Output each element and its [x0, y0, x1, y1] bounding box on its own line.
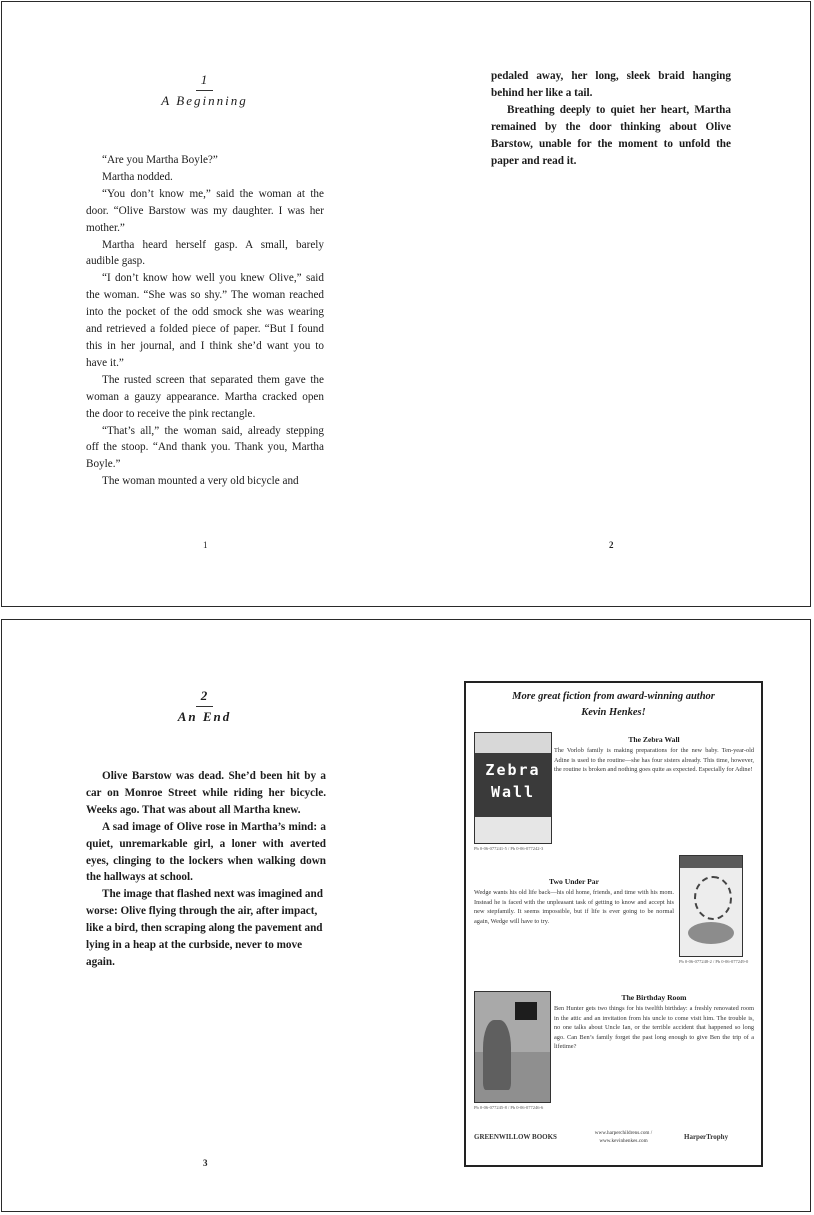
ad-heading-line-1: More great fiction from award-winning author	[512, 691, 715, 702]
cover-green	[688, 922, 734, 944]
paragraph: “That’s all,” the woman said, already stepping off the stoop. “And thank you. Thank you, Martha Boyle.”	[86, 424, 324, 471]
chapter-rule	[196, 90, 213, 91]
birthday-room-description: Ben Hunter gets two things for his twelfth birthday: a freshly renovated room in the attic and an invitation from his uncle to come visit him. The trouble is, no one talks about Uncle Ian, or the terrible accident that happened so long ago. Can Ben’s family forget the past long enough to give Ben the trip of a lifetime?	[554, 1005, 754, 1051]
page-number: 1	[203, 540, 208, 550]
two-under-par-isbn: Pb 0-06-077248-2 / Pb 0-06-077249-0	[679, 959, 749, 964]
ad-heading-line-2: Kevin Henkes!	[581, 707, 646, 718]
paragraph: pedaled away, her long, sleek braid hanging behind her like a tail.	[491, 70, 731, 99]
chapter-title: An End	[177, 709, 232, 724]
cover-figure	[694, 876, 732, 920]
two-under-par-description: Wedge wants his old life back—his old home, friends, and time with his mom. Instead he is faced with the unpleasant task of getting to know and accept his new stepfamily. It seems impossible, but if life is ever going to be normal again, Wedge will have to try.	[474, 889, 674, 925]
page-number: 3	[203, 1158, 208, 1168]
birthday-room-cover	[474, 991, 551, 1103]
page-number: 2	[609, 540, 614, 550]
chapter-rule	[196, 706, 213, 707]
page-1-body	[86, 152, 324, 490]
paragraph: Martha nodded.	[102, 170, 173, 183]
paragraph: “I don’t know how well you knew Olive,” said the woman. “She was so shy.” The woman reached into the pocket of the odd smock she was wearing and retrieved a folded piece of paper. “But I found this in her journal, and I think she’d want you to have it.”	[86, 272, 324, 369]
zebra-wall-isbn: Pb 0-06-077241-5 / Pb 0-06-077242-3	[474, 846, 544, 851]
ad-heading	[466, 689, 761, 721]
page-1	[2, 2, 407, 606]
page-2	[407, 2, 811, 606]
paragraph: The rusted screen that separated them gave the woman a gauzy appearance. Martha cracked open the door to receive the pink rectangle.	[86, 373, 324, 420]
chapter-title: A Beginning	[161, 93, 248, 108]
cover-tree	[483, 1020, 511, 1090]
paragraph: “You don’t know me,” said the woman at the door. “Olive Barstow was my daughter. I was her mother.”	[86, 187, 324, 234]
cover-ground	[475, 817, 551, 843]
chapter-number: 2	[200, 688, 208, 703]
paragraph: The woman mounted a very old bicycle and	[102, 475, 299, 488]
chapter-number: 1	[200, 72, 208, 87]
zebra-wall-cover	[474, 732, 552, 844]
birthday-room-title: The Birthday Room	[621, 993, 687, 1002]
paragraph: The image that flashed next was imagined and worse: Olive flying through the air, after impact, like a bird, then scraping along the pavement and lying in a heap at the curbside, never to move again.	[86, 888, 323, 968]
page-3-body	[86, 768, 326, 971]
paragraph: Breathing deeply to quiet her heart, Martha remained by the door thinking about Olive Barstow, unable for the moment to unfold the paper and read it.	[491, 103, 731, 167]
book-spread-1	[1, 1, 811, 607]
paragraph: Martha heard herself gasp. A small, barely audible gasp.	[86, 238, 324, 268]
paragraph: A sad image of Olive rose in Martha’s mind: a quiet, unremarkable girl, a loner with averted eyes, clinging to the lockers when walking down the hallways at school.	[86, 820, 326, 884]
footer-urls: www.harperchildrens.com / www.kevinhenkes.com	[594, 1130, 653, 1144]
zebra-wall-title: The Zebra Wall	[628, 735, 680, 744]
cover-title-text: Zebra Wall	[485, 761, 541, 801]
two-under-par-title: Two Under Par	[549, 877, 599, 886]
two-under-par-cover	[679, 855, 743, 957]
birthday-room-isbn: Pb 0-06-077245-8 / Pb 0-06-077246-6	[474, 1105, 544, 1110]
page-2-body	[491, 68, 731, 169]
page-3	[2, 620, 407, 1211]
zebra-wall-description: The Vorlob family is making preparations for the new baby. Ten-year-old Adine is used to the routine—she has four sisters already. This time, however, the routine is broken and nothing goes quite as expected. Especially for Adine!	[554, 747, 754, 774]
publisher-logo: GREENWILLOW BOOKS	[474, 1133, 557, 1141]
cover-sky	[475, 733, 551, 753]
paragraph: “Are you Martha Boyle?”	[102, 154, 218, 166]
book-spread-2	[1, 619, 811, 1212]
book-advertisement	[464, 681, 763, 1167]
paragraph: Olive Barstow was dead. She’d been hit by a car on Monroe Street while riding her bicycle. Weeks ago. That was about all Martha knew.	[86, 770, 326, 816]
cover-band	[680, 856, 742, 868]
cover-window	[515, 1002, 537, 1020]
imprint-logo: HarperTrophy	[684, 1133, 729, 1141]
